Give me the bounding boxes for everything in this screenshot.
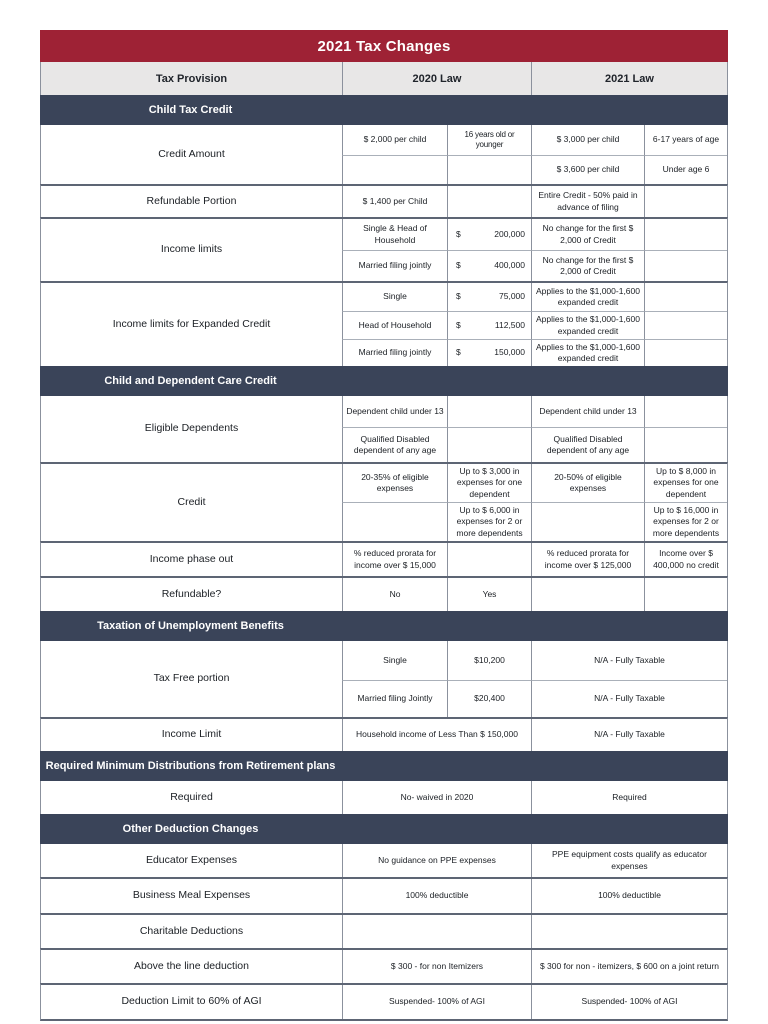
section-title: Required Minimum Distributions from Retirement plans <box>45 760 336 772</box>
amount-value: 150,000 <box>494 347 525 358</box>
cell-2021-credit-age: 6-17 years of age <box>644 125 727 155</box>
provision-label-educator-expenses: Educator Expenses <box>145 853 238 866</box>
section-header-unemployment-benefits <box>40 611 728 641</box>
cell-2020-meals: 100% deductible <box>342 879 531 913</box>
cell-empty <box>644 283 727 311</box>
table-row <box>40 877 728 913</box>
cell-2020-credit-cap: Up to $ 3,000 in expenses for one dependent <box>447 464 531 502</box>
currency-symbol: $ <box>456 347 461 358</box>
cell-2021-note: Applies to the $1,000-1,600 expanded credit <box>531 311 644 339</box>
amount-value: 200,000 <box>494 228 525 239</box>
cell-2020-limit-amount <box>447 311 531 339</box>
table-row <box>40 281 728 366</box>
cell-2021-agi-limit: Suspended- 100% of AGI <box>531 985 727 1019</box>
cell-2021-credit-amount: $ 3,000 per child <box>531 125 644 155</box>
cell-empty <box>644 186 727 217</box>
table-title: 2021 Tax Changes <box>40 30 728 62</box>
cell-2020-credit-cap-2: Up to $ 6,000 in expenses for 2 or more dependents <box>447 502 531 541</box>
cell-2021-note: N/A - Fully Taxable <box>531 641 727 680</box>
amount-value: 112,500 <box>494 319 525 330</box>
table-row <box>40 913 728 948</box>
cell-2020-limit-amount <box>447 219 531 250</box>
cell-empty <box>447 155 531 184</box>
provision-label-refundable-question: Refundable? <box>161 587 222 600</box>
currency-symbol: $ <box>456 291 461 302</box>
cell-2021-credit-cap: Up to $ 8,000 in expenses for one dependent <box>644 464 727 502</box>
cell-2020-dependent: Qualified Disabled dependent of any age <box>342 427 447 462</box>
column-header-2020-law: 2020 Law <box>342 62 531 95</box>
table-row <box>40 541 728 576</box>
column-header-row <box>40 62 728 95</box>
cell-2020-filing-status: Single & Head of Household <box>342 219 447 250</box>
cell-2020-educator: No guidance on PPE expenses <box>342 844 531 877</box>
table-row <box>40 125 728 184</box>
section-header-dependent-care-credit <box>40 366 728 396</box>
cell-2020-above-line: $ 300 - for non Itemizers <box>342 950 531 983</box>
cell-2021-refundable: Entire Credit - 50% paid in advance of filing <box>531 186 644 217</box>
cell-2021-note: No change for the first $ 2,000 of Credit <box>531 219 644 250</box>
cell-2020-phase-out: % reduced prorata for income over $ 15,000 <box>342 543 447 576</box>
cell-2020-refundable: $ 1,400 per Child <box>342 186 447 217</box>
provision-label-eligible-dependents: Eligible Dependents <box>144 422 239 435</box>
cell-2020-filing-status: Single <box>342 283 447 311</box>
cell-2020-amount: $10,200 <box>447 641 531 680</box>
column-header-2021-law: 2021 Law <box>531 62 727 95</box>
cell-2020-filing-status: Married filing jointly <box>342 250 447 281</box>
section-title: Child Tax Credit <box>148 104 233 116</box>
cell-2020-refundable-no: No <box>342 578 447 611</box>
table-row <box>40 781 728 814</box>
provision-label-above-the-line: Above the line deduction <box>133 959 249 972</box>
cell-2021-note: No change for the first $ 2,000 of Credit <box>531 250 644 281</box>
cell-2020-limit-amount <box>447 250 531 281</box>
cell-2020-limit-amount <box>447 339 531 366</box>
cell-2021-credit-pct: 20-50% of eligible expenses <box>531 464 644 502</box>
cell-2020-refundable-yes: Yes <box>447 578 531 611</box>
cell-empty <box>644 427 727 462</box>
cell-2020-filing-status: Single <box>342 641 447 680</box>
cell-2020-agi-limit: Suspended- 100% of AGI <box>342 985 531 1019</box>
provision-label-agi-limit: Deduction Limit to 60% of AGI <box>121 995 262 1008</box>
table-row <box>40 462 728 541</box>
amount-value: 75,000 <box>499 291 525 302</box>
column-header-tax-provision: Tax Provision <box>155 72 228 85</box>
provision-label-income-limit: Income Limit <box>161 728 222 741</box>
cell-empty <box>644 339 727 366</box>
table-row <box>40 576 728 611</box>
cell-empty <box>531 502 644 541</box>
cell-empty <box>342 155 447 184</box>
cell-empty <box>644 219 727 250</box>
cell-2021-note: Applies to the $1,000-1,600 expanded credit <box>531 283 644 311</box>
cell-2021-educator: PPE equipment costs qualify as educator expenses <box>531 844 727 877</box>
cell-empty <box>644 311 727 339</box>
provision-label-business-meals: Business Meal Expenses <box>132 889 251 902</box>
cell-empty <box>447 396 531 427</box>
provision-label-income-phase-out: Income phase out <box>149 552 234 565</box>
table-row <box>40 844 728 877</box>
provision-label-charitable-deductions: Charitable Deductions <box>139 924 244 937</box>
table-row <box>40 948 728 983</box>
section-title: Taxation of Unemployment Benefits <box>97 620 284 632</box>
cell-2021-income-limit: N/A - Fully Taxable <box>531 719 727 751</box>
cell-2020-required: No- waived in 2020 <box>342 781 531 814</box>
amount-value: 400,000 <box>494 260 525 271</box>
cell-2020-credit-amount: $ 2,000 per child <box>342 125 447 155</box>
cell-2020-credit-age: 16 years old or younger <box>447 125 531 155</box>
cell-2020-dependent: Dependent child under 13 <box>342 396 447 427</box>
section-title: Child and Dependent Care Credit <box>104 375 277 387</box>
cell-empty <box>644 578 727 611</box>
cell-2021-dependent: Dependent child under 13 <box>531 396 644 427</box>
cell-empty <box>531 915 727 948</box>
cell-2021-no-credit: Income over $ 400,000 no credit <box>644 543 727 576</box>
cell-2020-filing-status: Married filing Jointly <box>342 680 447 717</box>
section-header-other-deductions <box>40 814 728 844</box>
table-row <box>40 217 728 281</box>
section-header-rmd <box>40 751 728 781</box>
table-row <box>40 396 728 462</box>
provision-label-tax-free-portion: Tax Free portion <box>153 672 230 685</box>
section-header-child-tax-credit <box>40 95 728 125</box>
cell-2021-credit-cap-2: Up to $ 16,000 in expenses for 2 or more dependents <box>644 502 727 541</box>
cell-2020-filing-status: Head of Household <box>342 311 447 339</box>
cell-2021-note: Applies to the $1,000-1,600 expanded credit <box>531 339 644 366</box>
provision-label-credit-amount: Credit Amount <box>158 147 225 160</box>
cell-2020-limit-amount <box>447 283 531 311</box>
cell-2021-above-line: $ 300 for non - itemizers, $ 600 on a joint return <box>531 950 727 983</box>
section-title: Other Deduction Changes <box>122 823 259 835</box>
cell-empty <box>342 502 447 541</box>
cell-2021-required: Required <box>531 781 727 814</box>
table-row <box>40 717 728 751</box>
provision-label-required: Required <box>170 790 213 803</box>
cell-2021-meals: 100% deductible <box>531 879 727 913</box>
cell-empty <box>447 186 531 217</box>
table-row <box>40 641 728 717</box>
cell-2020-amount: $20,400 <box>447 680 531 717</box>
table-row <box>40 983 728 1021</box>
cell-empty <box>447 427 531 462</box>
provision-label-income-limits: Income limits <box>160 243 223 256</box>
cell-empty <box>644 250 727 281</box>
cell-2021-credit-amount-2: $ 3,600 per child <box>531 155 644 184</box>
cell-2021-note: N/A - Fully Taxable <box>531 680 727 717</box>
cell-2021-credit-age-2: Under age 6 <box>644 155 727 184</box>
cell-2020-filing-status: Married filing jointly <box>342 339 447 366</box>
provision-label-credit: Credit <box>177 495 206 508</box>
table-row <box>40 184 728 217</box>
cell-empty <box>447 543 531 576</box>
cell-empty <box>342 915 531 948</box>
currency-symbol: $ <box>456 228 461 239</box>
cell-2020-income-limit: Household income of Less Than $ 150,000 <box>342 719 531 751</box>
cell-2021-dependent: Qualified Disabled dependent of any age <box>531 427 644 462</box>
tax-changes-table <box>40 30 728 1021</box>
cell-empty <box>644 396 727 427</box>
currency-symbol: $ <box>456 260 461 271</box>
cell-empty <box>531 578 644 611</box>
currency-symbol: $ <box>456 319 461 330</box>
cell-2021-phase-out: % reduced prorata for income over $ 125,000 <box>531 543 644 576</box>
provision-label-expanded-credit-limits: Income limits for Expanded Credit <box>112 317 271 330</box>
cell-2020-credit-pct: 20-35% of eligible expenses <box>342 464 447 502</box>
provision-label-refundable-portion: Refundable Portion <box>146 194 237 207</box>
